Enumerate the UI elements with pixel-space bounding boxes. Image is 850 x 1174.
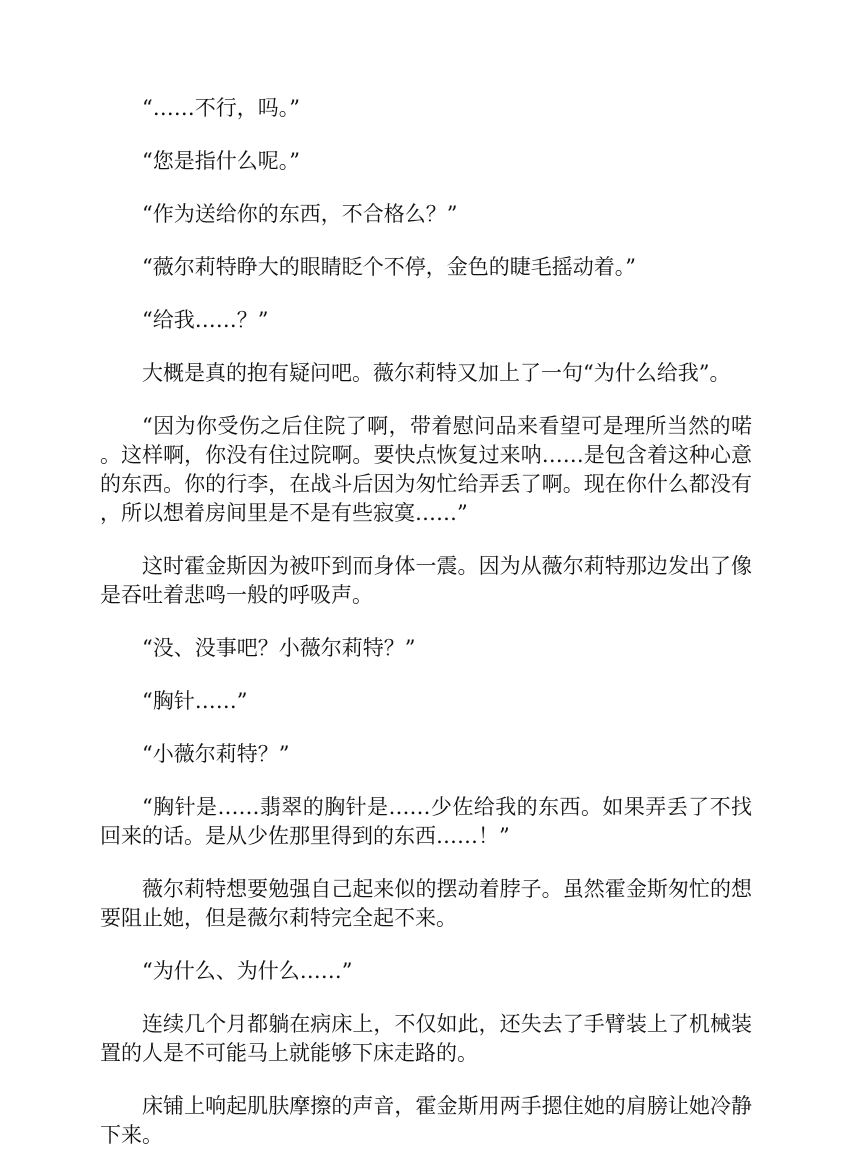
paragraph: “作为送给你的东西，不合格么？” [142, 202, 458, 226]
paragraph: “因为你受伤之后住院了啊，带着慰问品来看望可是理所当然的喏。这样啊，你没有住过院啊。要快点恢复过来呐……是包含着这种心意的东西。你的行李，在战斗后因为匆忙给弄丢了啊。现在你什么都没有，所以想着房间里是不是有些寂寞……” [100, 414, 752, 525]
paragraph: “为什么、为什么……” [142, 959, 353, 983]
paragraph: “您是指什么呢。” [142, 149, 300, 173]
document-page [100, 94, 752, 1174]
paragraph: 连续几个月都躺在病床上，不仅如此，还失去了手臂装上了机械装置的人是不可能马上就能够下床走路的。 [100, 1012, 752, 1065]
paragraph: “小薇尔莉特？” [142, 742, 290, 766]
paragraph: “没、没事吧？小薇尔莉特？” [142, 636, 416, 660]
paragraph: “薇尔莉特睁大的眼睛眨个不停，金色的睫毛摇动着。” [142, 255, 636, 279]
paragraph: 床铺上响起肌肤摩擦的声音，霍金斯用两手摁住她的肩膀让她冷静下来。 [100, 1094, 752, 1147]
paragraph: “胸针是……翡翠的胸针是……少佐给我的东西。如果弄丢了不找回来的话。是从少佐那里得到的东西……！” [100, 795, 752, 848]
paragraph: 薇尔莉特想要勉强自己起来似的摆动着脖子。虽然霍金斯匆忙的想要阻止她，但是薇尔莉特完全起不来。 [100, 877, 752, 930]
paragraph: “……不行，吗。” [142, 96, 300, 120]
paragraph: “胸针……” [142, 689, 248, 713]
paragraph: 大概是真的抱有疑问吧。薇尔莉特又加上了一句“为什么给我”。 [142, 361, 731, 385]
paragraph: 这时霍金斯因为被吓到而身体一震。因为从薇尔莉特那边发出了像是吞吐着悲鸣一般的呼吸声。 [100, 554, 752, 607]
paragraph: “给我……？” [142, 308, 269, 332]
